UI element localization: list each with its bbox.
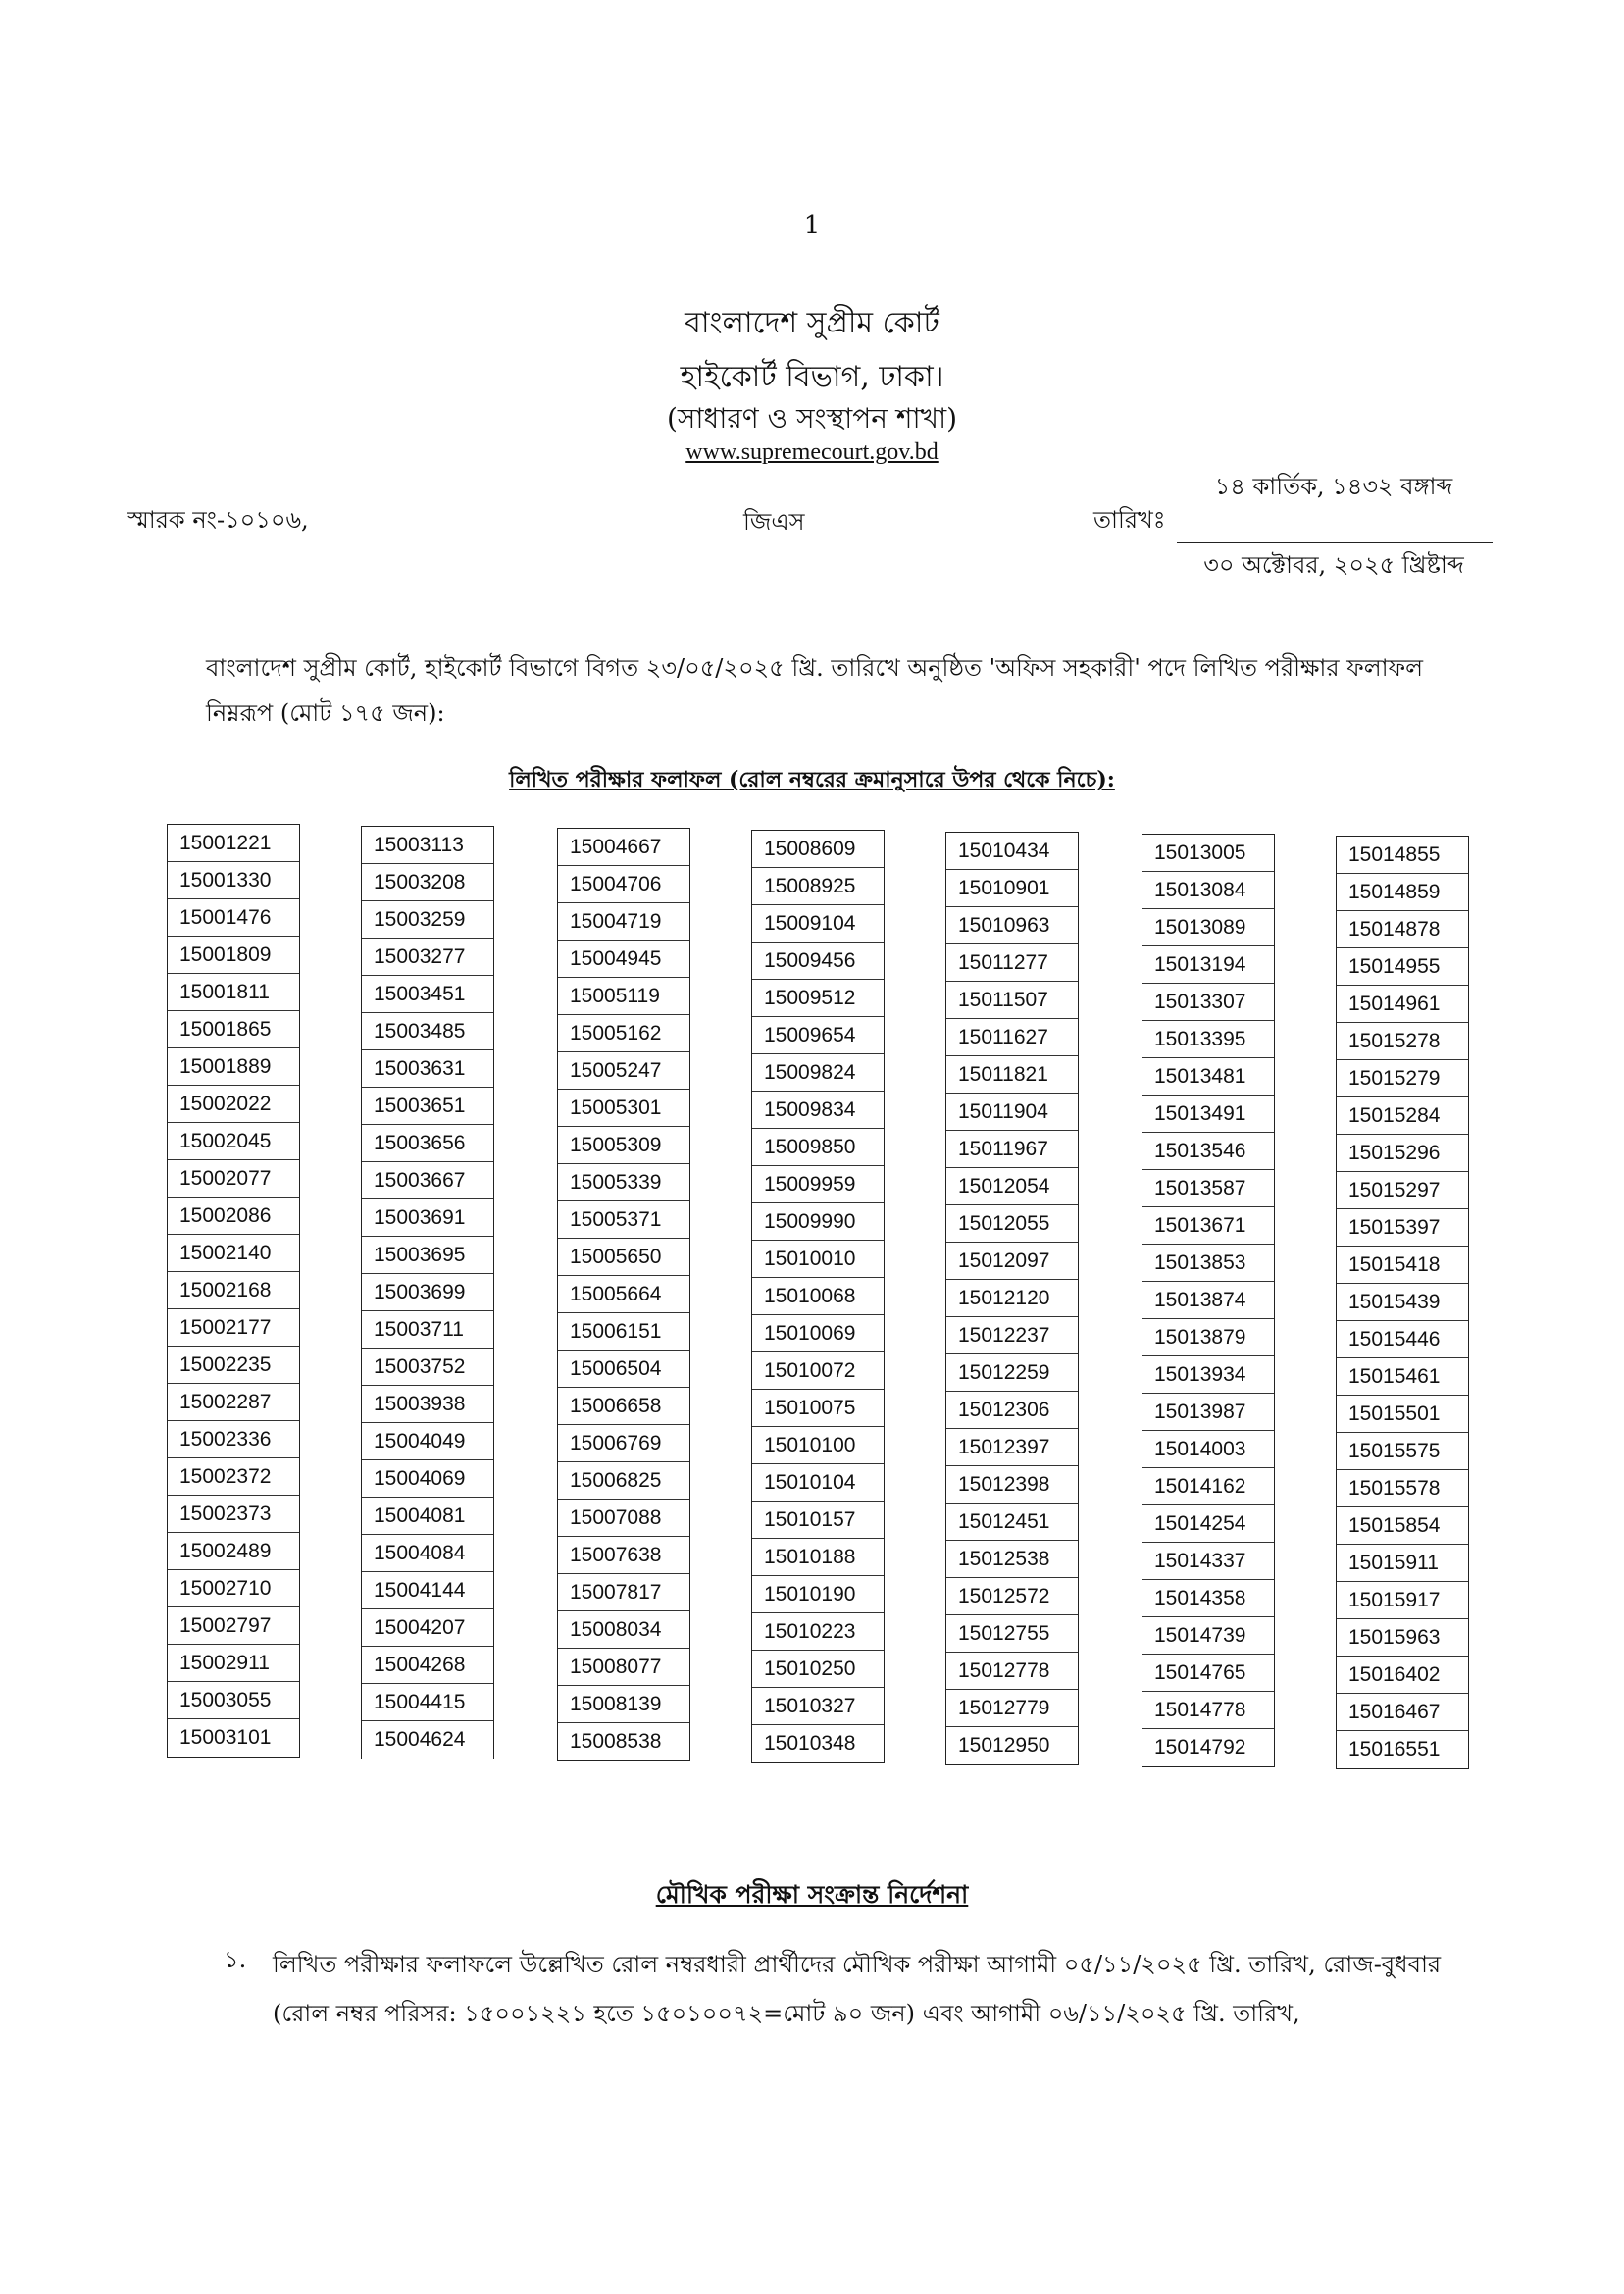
roll-number-cell: 15001865	[168, 1011, 299, 1048]
roll-number-cell: 15010250	[752, 1651, 884, 1688]
roll-number-cell: 15003711	[362, 1311, 493, 1349]
roll-number-cell: 15016402	[1337, 1657, 1468, 1694]
roll-number-cell: 15003113	[362, 827, 493, 864]
roll-number-cell: 15006825	[558, 1462, 689, 1500]
roll-number-cell: 15003101	[179, 1726, 272, 1749]
roll-number-cell: 15015278	[1337, 1023, 1468, 1060]
roll-number-cell: 15005309	[558, 1127, 689, 1164]
roll-number-cell: 15014878	[1337, 911, 1468, 948]
roll-number-cell: 15015854	[1337, 1507, 1468, 1545]
roll-column	[1142, 834, 1275, 1767]
roll-number-cell: 15002086	[168, 1198, 299, 1235]
roll-number-cell: 15009824	[752, 1054, 884, 1092]
roll-number-cell: 15004415	[362, 1684, 493, 1721]
roll-number-cell: 15015578	[1337, 1470, 1468, 1507]
roll-number-cell: 15015284	[1337, 1097, 1468, 1135]
roll-number-cell: 15005664	[558, 1276, 689, 1313]
roll-number-cell: 15012259	[946, 1354, 1078, 1392]
roll-number-cell: 15015575	[1337, 1433, 1468, 1470]
instruction-number: ১.	[224, 1946, 247, 1973]
roll-number-cell: 15013587	[1142, 1170, 1274, 1207]
roll-number-cell: 15014337	[1142, 1543, 1274, 1580]
roll-number-cell: 15002911	[168, 1645, 299, 1682]
roll-number-cell: 15002177	[168, 1309, 299, 1347]
roll-number-cell: 15001809	[168, 937, 299, 974]
roll-number-cell: 15010963	[946, 907, 1078, 944]
roll-number-cell: 15005162	[558, 1015, 689, 1052]
roll-number-cell: 15006769	[558, 1425, 689, 1462]
roll-number-cell: 15012306	[946, 1392, 1078, 1429]
roll-number-cell: 15008609	[752, 831, 884, 868]
roll-number-cell: 15010188	[752, 1539, 884, 1576]
roll-number-cell: 15009850	[752, 1129, 884, 1166]
roll-number-cell: 15010068	[752, 1278, 884, 1315]
roll-number-cell: 15015418	[1337, 1247, 1468, 1284]
roll-number-cell: 15002140	[168, 1235, 299, 1272]
roll-number-cell: 15003055	[168, 1682, 299, 1719]
roll-number-cell: 15013194	[1142, 946, 1274, 984]
roll-number-cell: 15011627	[946, 1019, 1078, 1056]
roll-number-cell: 15003451	[362, 976, 493, 1013]
roll-number-cell: 15004667	[558, 829, 689, 866]
roll-number-cell: 15011277	[946, 944, 1078, 982]
roll-number-cell: 15010069	[752, 1315, 884, 1352]
roll-number-cell: 15002372	[168, 1458, 299, 1496]
roll-number-cell: 15014254	[1142, 1505, 1274, 1543]
roll-number-cell: 15010075	[752, 1390, 884, 1427]
roll-number-cell: 15002287	[168, 1384, 299, 1421]
roll-number-cell: 15014739	[1142, 1617, 1274, 1655]
roll-number-cell: 15014778	[1142, 1692, 1274, 1729]
date-gregorian: ৩০ অক্টোবর, ২০২৫ খ্রিষ্টাব্দ	[1203, 551, 1464, 579]
roll-number-cell: 15010348	[764, 1732, 856, 1755]
roll-number-cell: 15013307	[1142, 984, 1274, 1021]
result-heading: লিখিত পরীক্ষার ফলাফল (রোল নম্বরের ক্রমানুসারে উপর থেকে নিচে):	[509, 767, 1115, 792]
roll-number-cell: 15016467	[1337, 1694, 1468, 1731]
roll-number-cell: 15013987	[1142, 1394, 1274, 1431]
roll-column	[557, 828, 690, 1761]
roll-number-cell: 15001330	[168, 862, 299, 899]
roll-number-cell: 15003699	[362, 1274, 493, 1311]
roll-number-cell: 15004268	[362, 1647, 493, 1684]
org-name: বাংলাদেশ সুপ্রীম কোর্ট	[685, 306, 939, 340]
roll-number-cell: 15008925	[752, 868, 884, 905]
roll-number-cell: 15013089	[1142, 909, 1274, 946]
roll-number-cell: 15013481	[1142, 1058, 1274, 1096]
roll-number-cell: 15002797	[168, 1607, 299, 1645]
roll-column	[1336, 836, 1469, 1769]
roll-number-cell: 15012538	[946, 1541, 1078, 1578]
roll-number-cell: 15004069	[362, 1460, 493, 1498]
roll-number-cell: 15012055	[946, 1205, 1078, 1243]
memo-section: জিএস	[743, 508, 805, 535]
roll-number-cell: 15010100	[752, 1427, 884, 1464]
roll-number-cell: 15003651	[362, 1088, 493, 1125]
roll-number-cell: 15002022	[168, 1086, 299, 1123]
roll-number-cell: 15002235	[168, 1347, 299, 1384]
roll-column	[945, 832, 1079, 1765]
roll-number-cell: 15012237	[946, 1317, 1078, 1354]
roll-number-cell: 15014162	[1142, 1468, 1274, 1505]
page-number: 1	[803, 211, 821, 240]
roll-number-cell: 15009654	[752, 1017, 884, 1054]
roll-number-cell: 15010157	[752, 1502, 884, 1539]
roll-number-cell: 15002489	[168, 1533, 299, 1570]
roll-number-cell: 15002710	[168, 1570, 299, 1607]
roll-number-cell: 15012397	[946, 1429, 1078, 1466]
roll-column	[751, 830, 885, 1763]
roll-number-cell: 15009104	[752, 905, 884, 943]
roll-number-cell: 15013005	[1142, 835, 1274, 872]
roll-number-cell: 15012779	[946, 1690, 1078, 1727]
roll-number-cell: 15003208	[362, 864, 493, 901]
roll-number-cell: 15003656	[362, 1125, 493, 1162]
roll-number-cell: 15004049	[362, 1423, 493, 1460]
roll-number-cell: 15015279	[1337, 1060, 1468, 1097]
instruction-text: লিখিত পরীক্ষার ফলাফলে উল্লেখিত রোল নম্বরধারী প্রার্থীদের মৌখিক পরীক্ষা আগামী ০৫/১১/২০২৫ খ্রি. তারিখ, রোজ-বুধবার (রোল নম্বর পরিসর: ১৫০০১২২১ হতে ১৫০১০০৭২=মোট ৯০ জন) এবং আগামী ০৬/১১/২০২৫ খ্রি. তারিখ,	[273, 1951, 1442, 2027]
roll-number-cell: 15004084	[362, 1535, 493, 1572]
roll-number-cell: 15009959	[752, 1166, 884, 1203]
roll-number-cell: 15003938	[362, 1386, 493, 1423]
roll-number-cell: 15007638	[558, 1537, 689, 1574]
roll-number-cell: 15013874	[1142, 1282, 1274, 1319]
roll-number-cell: 15015397	[1337, 1209, 1468, 1247]
roll-number-cell: 15010223	[752, 1613, 884, 1651]
roll-number-cell: 15006151	[558, 1313, 689, 1351]
roll-number-cell: 15014955	[1337, 948, 1468, 986]
roll-number-cell: 15002168	[168, 1272, 299, 1309]
date-bangla: ১৪ কার্তিক, ১৪৩২ বঙ্গাব্দ	[1214, 473, 1453, 500]
roll-number-cell: 15013491	[1142, 1096, 1274, 1133]
roll-number-cell: 15012755	[946, 1615, 1078, 1653]
memo-number: স্মারক নং-১০১০৬,	[127, 506, 309, 534]
roll-number-cell: 15015296	[1337, 1135, 1468, 1172]
roll-number-cell: 15010072	[752, 1352, 884, 1390]
roll-number-cell: 15013671	[1142, 1207, 1274, 1245]
roll-number-cell: 15009990	[752, 1203, 884, 1241]
roll-number-cell: 15004719	[558, 903, 689, 941]
roll-number-cell: 15003752	[362, 1349, 493, 1386]
roll-number-cell: 15011507	[946, 982, 1078, 1019]
roll-number-cell: 15005119	[558, 978, 689, 1015]
roll-number-cell: 15002373	[168, 1496, 299, 1533]
roll-number-cell: 15004081	[362, 1498, 493, 1535]
roll-number-cell: 15013546	[1142, 1133, 1274, 1170]
roll-number-cell: 15015439	[1337, 1284, 1468, 1321]
roll-number-cell: 15011967	[946, 1131, 1078, 1168]
roll-number-cell: 15005371	[558, 1201, 689, 1239]
roll-number-cell: 15003631	[362, 1050, 493, 1088]
roll-number-cell: 15016551	[1348, 1738, 1441, 1760]
roll-column	[167, 824, 300, 1758]
roll-number-cell: 15014859	[1337, 874, 1468, 911]
roll-number-cell: 15012054	[946, 1168, 1078, 1205]
roll-number-cell: 15005339	[558, 1164, 689, 1201]
roll-number-cell: 15007088	[558, 1500, 689, 1537]
roll-number-cell: 15010901	[946, 870, 1078, 907]
roll-number-cell: 15004144	[362, 1572, 493, 1609]
roll-number-cell: 15015963	[1337, 1619, 1468, 1657]
roll-number-cell: 15010327	[752, 1688, 884, 1725]
roll-number-cell: 15010190	[752, 1576, 884, 1613]
roll-number-cell: 15015297	[1337, 1172, 1468, 1209]
roll-number-cell: 15013934	[1142, 1356, 1274, 1394]
division-name: হাইকোর্ট বিভাগ, ঢাকা।	[680, 360, 944, 394]
roll-number-cell: 15011904	[946, 1094, 1078, 1131]
roll-number-cell: 15008034	[558, 1611, 689, 1649]
roll-number-cell: 15009512	[752, 980, 884, 1017]
roll-number-cell: 15010104	[752, 1464, 884, 1502]
roll-column	[361, 826, 494, 1759]
roll-number-cell: 15008538	[570, 1730, 662, 1753]
roll-number-cell: 15009456	[752, 943, 884, 980]
roll-number-cell: 15003695	[362, 1237, 493, 1274]
intro-paragraph: বাংলাদেশ সুপ্রীম কোর্ট, হাইকোর্ট বিভাগে বিগত ২৩/০৫/২০২৫ খ্রি. তারিখে অনুষ্ঠিত 'অফিস সহকারী' পদে লিখিত পরীক্ষার ফলাফল নিম্নরূপ (মোট ১৭৫ জন):	[206, 654, 1424, 727]
roll-number-cell: 15001811	[168, 974, 299, 1011]
roll-number-cell: 15005650	[558, 1239, 689, 1276]
viva-heading: মৌখিক পরীক্ষা সংক্রান্ত নির্দেশনা	[655, 1880, 969, 1909]
roll-number-cell: 15014961	[1337, 986, 1468, 1023]
roll-number-cell: 15015461	[1337, 1358, 1468, 1396]
roll-number-cell: 15010434	[946, 833, 1078, 870]
roll-number-cell: 15014358	[1142, 1580, 1274, 1617]
roll-number-cell: 15015501	[1337, 1396, 1468, 1433]
roll-number-cell: 15004945	[558, 941, 689, 978]
roll-number-cell: 15003259	[362, 901, 493, 939]
roll-number-cell: 15003485	[362, 1013, 493, 1050]
roll-number-cell: 15002045	[168, 1123, 299, 1160]
roll-number-cell: 15012120	[946, 1280, 1078, 1317]
roll-number-cell: 15012097	[946, 1243, 1078, 1280]
roll-number-cell: 15001221	[168, 825, 299, 862]
roll-number-cell: 15006658	[558, 1388, 689, 1425]
roll-number-cell: 15004706	[558, 866, 689, 903]
roll-number-cell: 15015911	[1337, 1545, 1468, 1582]
roll-number-cell: 15007817	[558, 1574, 689, 1611]
roll-number-cell: 15015446	[1337, 1321, 1468, 1358]
roll-number-cell: 15002077	[168, 1160, 299, 1198]
roll-number-cell: 15012778	[946, 1653, 1078, 1690]
roll-number-cell: 15001476	[168, 899, 299, 937]
roll-number-cell: 15012572	[946, 1578, 1078, 1615]
roll-number-cell: 15008139	[558, 1686, 689, 1723]
roll-number-cell: 15013084	[1142, 872, 1274, 909]
roll-number-cell: 15013853	[1142, 1245, 1274, 1282]
roll-number-cell: 15004624	[374, 1728, 466, 1751]
roll-number-cell: 15012451	[946, 1504, 1078, 1541]
roll-number-cell: 15003667	[362, 1162, 493, 1199]
roll-number-cell: 15003277	[362, 939, 493, 976]
date-label: তারিখঃ	[1093, 506, 1166, 534]
website-link[interactable]: www.supremecourt.gov.bd	[685, 439, 939, 465]
roll-number-cell: 15006504	[558, 1351, 689, 1388]
roll-number-cell: 15002336	[168, 1421, 299, 1458]
roll-number-cell: 15012950	[958, 1734, 1050, 1757]
roll-number-cell: 15014855	[1337, 837, 1468, 874]
roll-number-cell: 15003691	[362, 1199, 493, 1237]
roll-number-cell: 15015917	[1337, 1582, 1468, 1619]
date-divider	[1177, 542, 1493, 543]
roll-number-cell: 15005247	[558, 1052, 689, 1090]
roll-number-cell: 15010010	[752, 1241, 884, 1278]
roll-number-cell: 15004207	[362, 1609, 493, 1647]
roll-number-cell: 15014765	[1142, 1655, 1274, 1692]
roll-number-cell: 15014792	[1154, 1736, 1246, 1759]
roll-number-cell: 15011821	[946, 1056, 1078, 1094]
roll-number-cell: 15005301	[558, 1090, 689, 1127]
roll-number-cell: 15012398	[946, 1466, 1078, 1504]
roll-number-cell: 15014003	[1142, 1431, 1274, 1468]
roll-number-cell: 15008077	[558, 1649, 689, 1686]
roll-number-cell: 15013395	[1142, 1021, 1274, 1058]
branch-name: (সাধারণ ও সংস্থাপন শাখা)	[666, 402, 958, 434]
roll-number-cell: 15001889	[168, 1048, 299, 1086]
roll-number-cell: 15009834	[752, 1092, 884, 1129]
roll-number-cell: 15013879	[1142, 1319, 1274, 1356]
